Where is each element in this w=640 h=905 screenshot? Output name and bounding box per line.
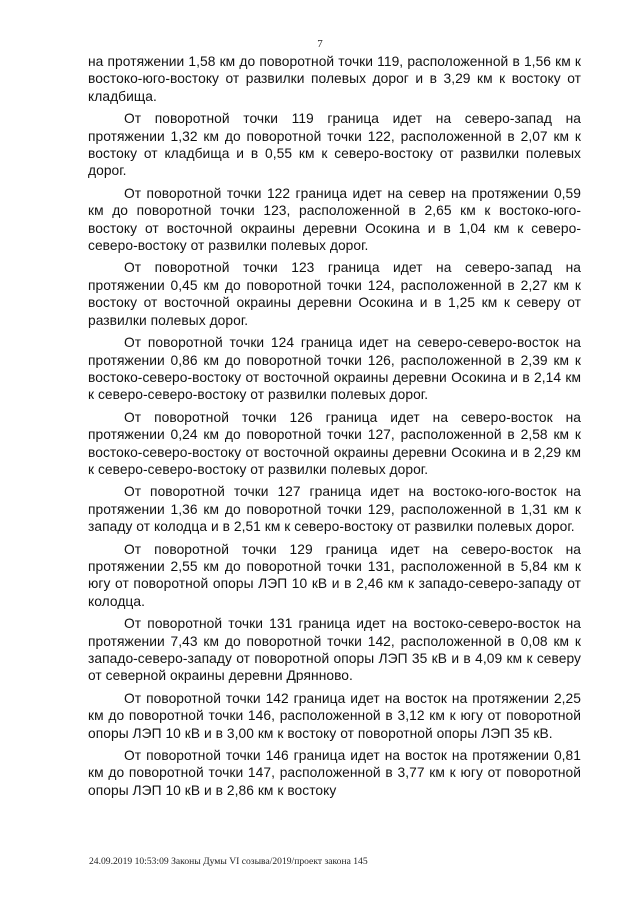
paragraph-point-122: От поворотной точки 122 граница идет на север на протяжении 0,59 км до поворотной точки 123, расположенной в 2,65 км к востоко-юго-востоку от восточной окраины деревни Осокина и в 1,04 км к северо-северо-востоку от развилки полевых дорог.	[88, 185, 581, 254]
paragraph-point-142: От поворотной точки 142 граница идет на восток на протяжении 2,25 км до поворотной точки 146, расположенной в 3,12 км к югу от поворотной опоры ЛЭП 10 кВ и в 3,00 км к востоку от поворотной опоры ЛЭП 35 кВ.	[88, 690, 581, 741]
paragraph-point-131: От поворотной точки 131 граница идет на востоко-северо-восток на протяжении 7,43 км до поворотной точки 142, расположенной в 0,08 км к западо-северо-западу от поворотной опоры ЛЭП 35 кВ и в 4,09 км к северу от северной окраины деревни Дрянново.	[88, 616, 581, 684]
paragraph-point-119: От поворотной точки 119 граница идет на северо-запад на протяжении 1,32 км до поворотной точки 122, расположенной в 2,07 км к востоку от кладбища и в 0,55 км к северо-востоку от развилки полевых дорог.	[88, 111, 581, 179]
document-body	[88, 53, 581, 804]
paragraph-point-124: От поворотной точки 124 граница идет на северо-северо-восток на протяжении 0,86 км до поворотной точки 126, расположенной в 2,39 км к востоко-северо-востоку от восточной окраины деревни Осокина и в 2,14 км к северо-северо-востоку от развилки полевых дорог.	[88, 335, 581, 403]
page-number: 7	[317, 38, 323, 50]
paragraph-point-126: От поворотной точки 126 граница идет на северо-восток на протяжении 0,24 км до поворотной точки 127, расположенной в 2,58 км к востоко-северо-востоку от восточной окраины деревни Осокина и в 2,29 км к северо-северо-востоку от развилки полевых дорог.	[88, 409, 581, 477]
document-footer: 24.09.2019 10:53:09 Законы Думы VI созыва/2019/проект закона 145	[89, 856, 368, 867]
paragraph-point-129: От поворотной точки 129 граница идет на северо-восток на протяжении 2,55 км до поворотной точки 131, расположенной в 5,84 км к югу от поворотной опоры ЛЭП 10 кВ и в 2,46 км к западо-северо-западу от колодца.	[88, 541, 581, 609]
paragraph-point-127: От поворотной точки 127 граница идет на востоко-юго-восток на протяжении 1,36 км до поворотной точки 129, расположенной в 1,31 км к западу от колодца и в 2,51 км к северо-востоку от развилки полевых дорог.	[88, 484, 581, 535]
paragraph-continuation: на протяжении 1,58 км до поворотной точки 119, расположенной в 1,56 км к востоко-юго-востоку от развилки полевых дорог и в 3,29 км к востоку от кладбища.	[88, 54, 581, 104]
paragraph-point-146: От поворотной точки 146 граница идет на восток на протяжении 0,81 км до поворотной точки 147, расположенной в 3,77 км к югу от поворотной опоры ЛЭП 10 кВ и в 2,86 км к востоку	[88, 748, 581, 798]
paragraph-point-123: От поворотной точки 123 граница идет на северо-запад на протяжении 0,45 км до поворотной точки 124, расположенной в 2,27 км к востоку от восточной окраины деревни Осокина и в 1,25 км к северу от развилки полевых дорог.	[88, 260, 581, 328]
